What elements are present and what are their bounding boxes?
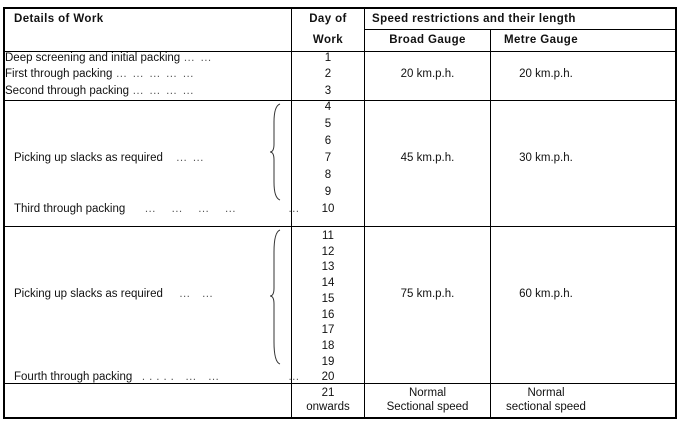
day-number: 16 [321,308,335,321]
header-metre-gauge: Metre Gauge [503,34,579,46]
header-details: Details of Work [14,13,104,25]
day-number: 13 [321,261,335,274]
work-row [14,151,205,165]
broad-speed-line2: Sectional speed [386,401,469,413]
day-number: 15 [321,292,335,305]
work-row [14,287,217,301]
broad-speed-line1: Normal [408,387,447,399]
day-number: 4 [324,101,332,113]
broad-speed: 75 km.p.h. [400,288,455,300]
leader-dots: … … [175,152,205,164]
metre-speed: 60 km.p.h. [519,288,573,300]
day-number: 11 [322,230,334,242]
day-number: 12 [321,245,335,258]
work-label: Picking up slacks as required [14,288,163,300]
day-number: 14 [321,277,335,290]
brace-icon [268,228,284,366]
day-number: 10 [321,203,335,215]
leader-dots: … [288,371,301,383]
metre-speed-line2: sectional speed [506,401,586,413]
header-speed: Speed restrictions and their length [372,13,576,25]
metre-speed: 20 km.p.h. [519,68,573,80]
leader-dots: … … … … [144,203,242,215]
leader-dots: ..... … … [141,371,224,383]
header-broad-gauge: Broad Gauge [389,34,466,46]
day-number: 20 [321,371,335,384]
day-number: 19 [321,355,335,368]
work-row [14,202,242,216]
day-number: 6 [324,135,332,147]
broad-speed: 20 km.p.h. [400,68,455,80]
header-day-line2: Work [312,34,344,46]
metre-speed: 30 km.p.h. [519,152,573,164]
work-label: First through packing [5,68,113,80]
leader-dots: … [288,203,301,215]
work-label: Third through packing [14,203,126,215]
work-row [14,370,223,384]
day-number: 17 [321,324,335,337]
broad-speed: 45 km.p.h. [400,152,455,164]
work-label: Second through packing [5,85,130,97]
leader-dots: … … … … … [115,68,195,80]
work-row [5,84,195,98]
day-number: 3 [324,85,332,97]
leader-dots: … … [178,288,218,300]
work-label: Picking up slacks as required [14,152,163,164]
leader-dots: … … [183,52,213,64]
work-row [5,51,213,65]
brace-icon [268,102,284,202]
day-number: 8 [324,169,332,181]
metre-speed-line1: Normal [527,387,565,399]
day-number: 21 [321,387,335,399]
leader-dots: … … … … [132,85,195,97]
day-number: 7 [324,152,332,164]
day-number: 18 [321,339,335,352]
header-day-line1: Day of [309,13,347,25]
work-label: Fourth through packing [14,371,133,383]
work-label: Deep screening and initial packing [5,52,181,64]
day-number: 9 [324,186,332,198]
day-number: 5 [324,118,332,130]
day-label: onwards [306,401,350,413]
day-number: 1 [324,52,332,64]
work-row [5,67,195,81]
day-number: 2 [324,68,332,80]
